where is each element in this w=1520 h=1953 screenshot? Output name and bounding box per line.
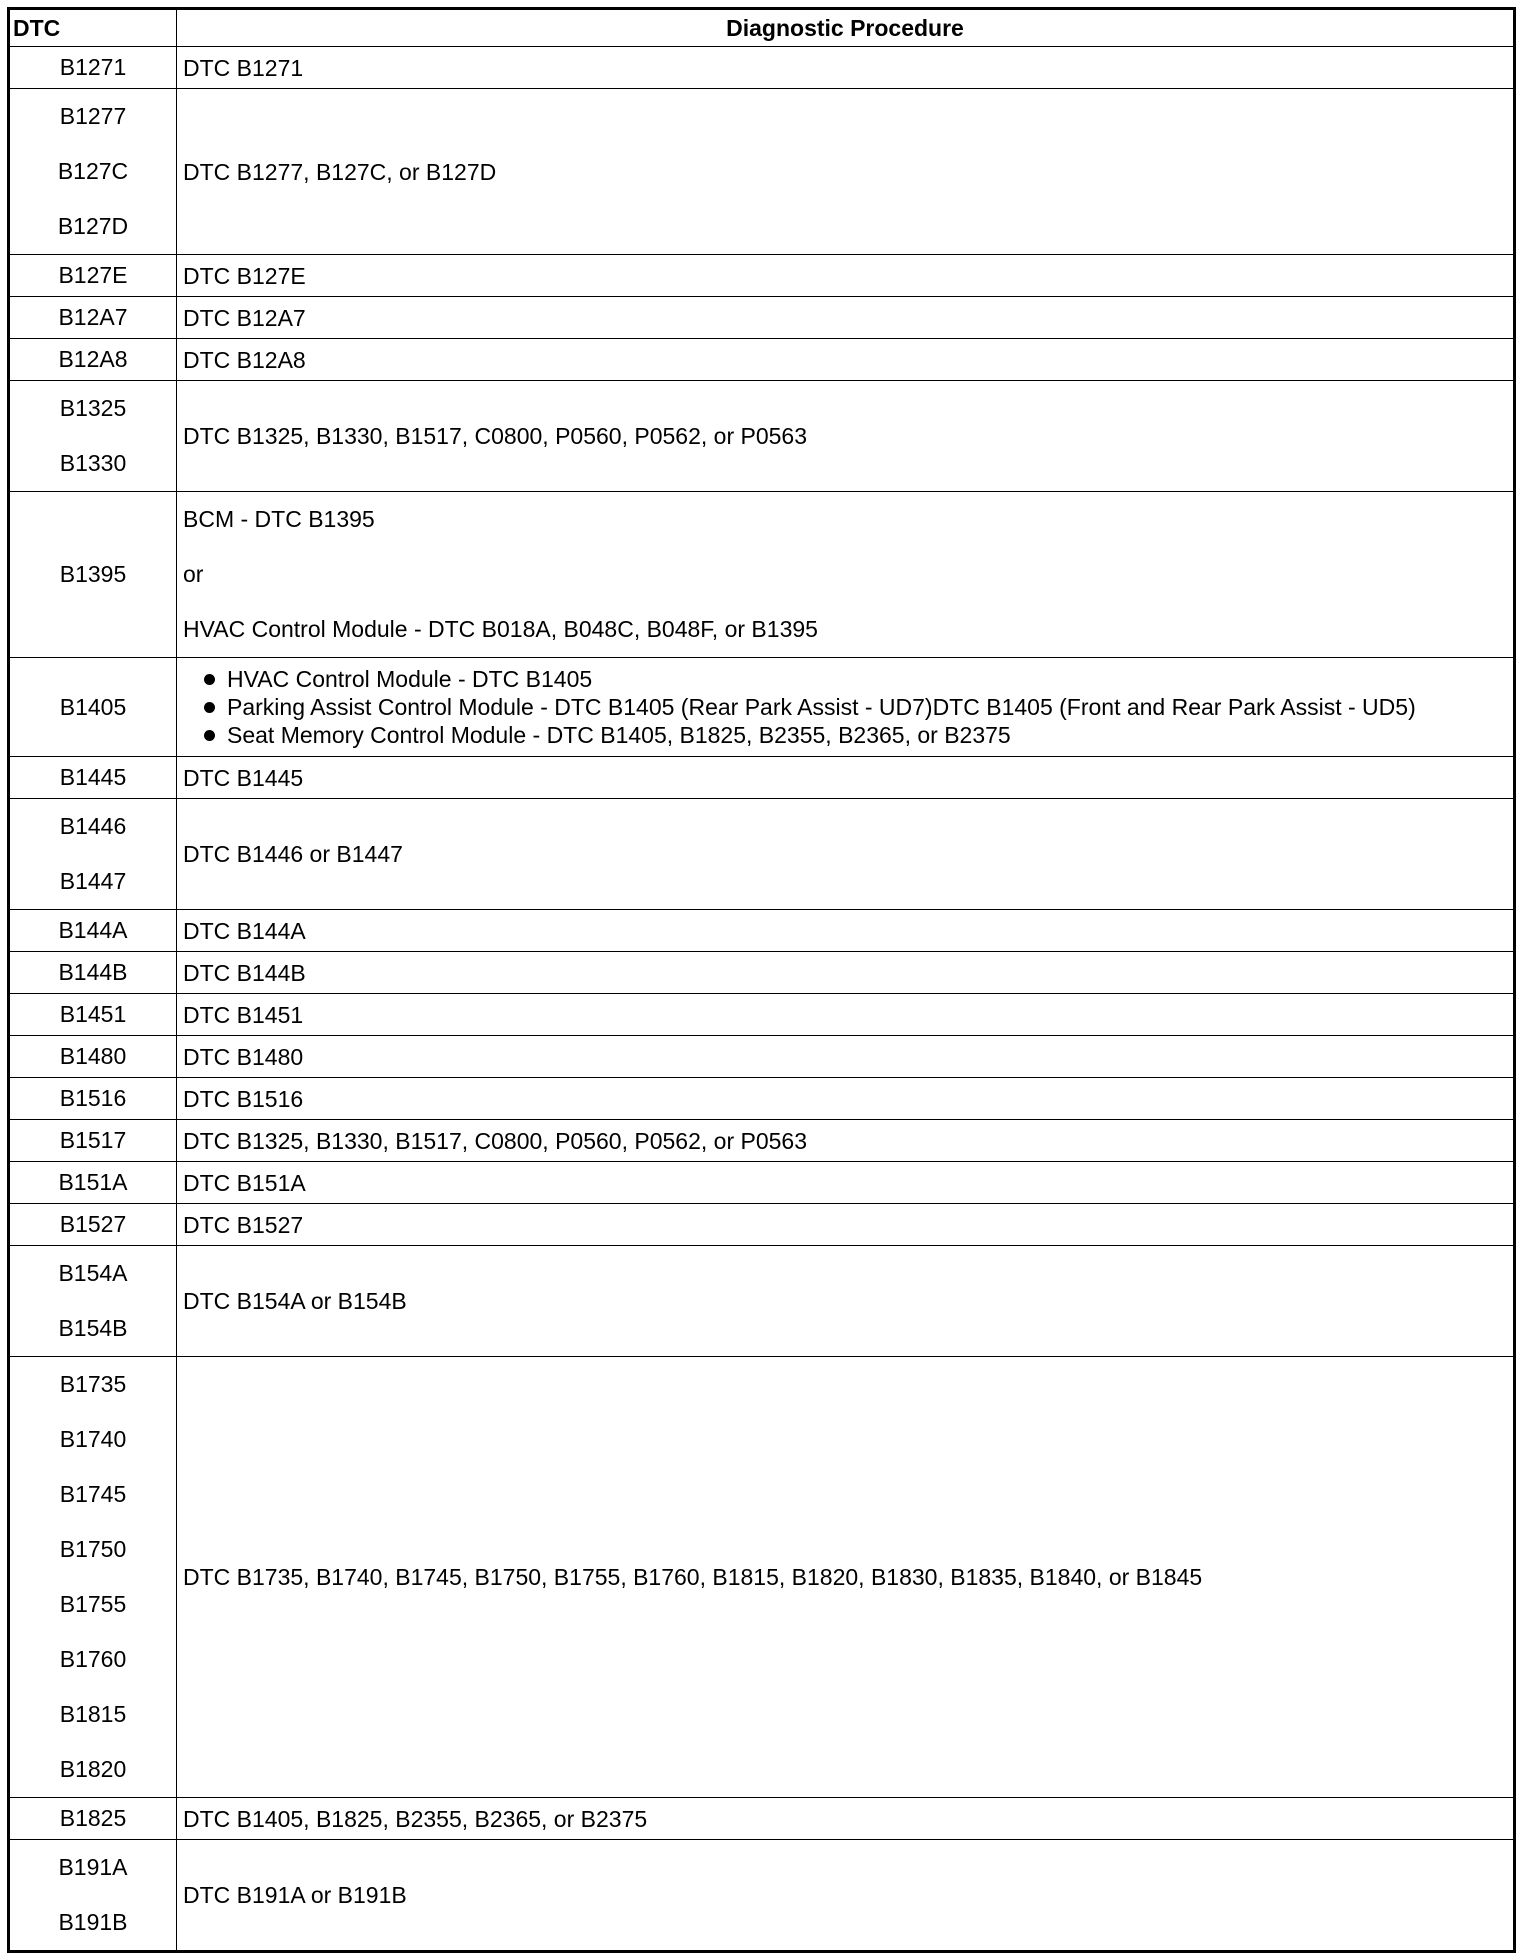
dtc-code-cell	[9, 1036, 177, 1078]
procedure-text: DTC B1325, B1330, B1517, C0800, P0560, P0562, or P0563	[183, 423, 807, 449]
diagnostic-procedure-cell	[177, 1357, 1515, 1798]
diagnostic-procedure-cell	[177, 89, 1515, 255]
procedure-text: DTC B1325, B1330, B1517, C0800, P0560, P0562, or P0563	[183, 1127, 807, 1154]
dtc-code-cell	[9, 255, 177, 297]
dtc-code: B1446	[59, 813, 127, 839]
dtc-code: B1825	[59, 1805, 127, 1831]
dtc-code-cell	[9, 799, 177, 910]
diagnostic-procedure-cell	[177, 1246, 1515, 1357]
dtc-code-cell	[9, 1357, 177, 1798]
dtc-code: B1405	[59, 693, 127, 720]
procedure-text: DTC B144B	[183, 959, 306, 986]
dtc-code: B144B	[58, 959, 128, 985]
dtc-code-cell	[9, 757, 177, 799]
dtc-code: B1815	[59, 1701, 127, 1727]
dtc-code: B1447	[59, 868, 127, 894]
dtc-code: B1330	[59, 450, 127, 476]
dtc-code-cell	[9, 1120, 177, 1162]
table-row	[9, 799, 1515, 910]
diagnostic-procedure-cell	[177, 952, 1515, 994]
dtc-code: B1527	[59, 1211, 127, 1237]
procedure-text: DTC B154A or B154B	[183, 1288, 407, 1314]
dtc-code: B191A	[58, 1854, 128, 1880]
procedure-text: DTC B12A7	[183, 304, 306, 331]
dtc-code-cell	[9, 1246, 177, 1357]
dtc-code: B1760	[59, 1646, 127, 1672]
dtc-code-cell	[9, 1162, 177, 1204]
diagnostic-procedure-cell	[177, 1120, 1515, 1162]
dtc-code: B1480	[59, 1043, 127, 1069]
dtc-code-cell	[9, 339, 177, 381]
procedure-bullet-text: Seat Memory Control Module - DTC B1405, B1825, B2355, B2365, or B2375	[227, 722, 1011, 748]
table-body	[9, 47, 1515, 1952]
procedure-line: or	[183, 561, 204, 587]
procedure-line: BCM - DTC B1395	[183, 506, 375, 532]
table-row	[9, 1036, 1515, 1078]
table-row	[9, 89, 1515, 255]
dtc-code-cell	[9, 492, 177, 658]
table-row	[9, 952, 1515, 994]
dtc-code: B1271	[59, 54, 127, 80]
dtc-code: B1755	[59, 1591, 127, 1617]
procedure-text: DTC B1277, B127C, or B127D	[183, 158, 497, 185]
dtc-table-container	[7, 7, 1513, 1953]
procedure-text: DTC B12A8	[183, 346, 306, 373]
procedure-text: DTC B1405, B1825, B2355, B2365, or B2375	[183, 1805, 648, 1832]
table-row	[9, 339, 1515, 381]
dtc-code: B1735	[59, 1371, 127, 1397]
diagnostic-procedure-cell	[177, 1798, 1515, 1840]
procedure-text: DTC B1271	[183, 54, 304, 81]
dtc-code: B1745	[59, 1481, 127, 1507]
dtc-code: B144A	[58, 917, 128, 943]
bullet-icon	[204, 674, 215, 685]
procedure-text: DTC B1480	[183, 1043, 304, 1070]
dtc-code: B1451	[59, 1001, 127, 1027]
dtc-code: B12A8	[58, 346, 128, 372]
procedure-bullet-list	[183, 658, 1507, 756]
dtc-code: B1325	[59, 395, 127, 421]
dtc-code: B151A	[58, 1169, 128, 1195]
procedure-bullet-item	[183, 722, 1507, 748]
dtc-code-cell	[9, 297, 177, 339]
procedure-text: DTC B1735, B1740, B1745, B1750, B1755, B1760, B1815, B1820, B1830, B1835, B1840, or B1845	[183, 1564, 1203, 1590]
procedure-text: DTC B1445	[183, 764, 304, 791]
dtc-code: B127C	[57, 158, 129, 184]
table-row	[9, 492, 1515, 658]
table-row	[9, 47, 1515, 89]
dtc-code: B127D	[57, 213, 129, 239]
table-row	[9, 1120, 1515, 1162]
dtc-code-cell	[9, 381, 177, 492]
table-row	[9, 1357, 1515, 1798]
procedure-text: DTC B144A	[183, 917, 306, 944]
dtc-code: B1750	[59, 1536, 127, 1562]
diagnostic-procedure-cell	[177, 910, 1515, 952]
diagnostic-procedure-cell	[177, 1840, 1515, 1952]
dtc-table	[7, 7, 1516, 1953]
dtc-code-cell	[9, 952, 177, 994]
diagnostic-procedure-cell	[177, 994, 1515, 1036]
dtc-code-cell	[9, 47, 177, 89]
table-row	[9, 1162, 1515, 1204]
dtc-code: B191B	[58, 1909, 128, 1935]
diagnostic-procedure-cell	[177, 47, 1515, 89]
dtc-code-cell	[9, 658, 177, 757]
table-row	[9, 757, 1515, 799]
procedure-text: DTC B1451	[183, 1001, 304, 1028]
dtc-code-cell	[9, 1078, 177, 1120]
dtc-code-cell	[9, 1840, 177, 1952]
diagnostic-procedure-cell	[177, 339, 1515, 381]
table-row	[9, 658, 1515, 757]
dtc-code: B1740	[59, 1426, 127, 1452]
diagnostic-procedure-cell	[177, 381, 1515, 492]
table-row	[9, 1246, 1515, 1357]
procedure-text: DTC B127E	[183, 262, 306, 289]
dtc-code: B1516	[59, 1085, 127, 1111]
diagnostic-procedure-cell	[177, 1078, 1515, 1120]
table-row	[9, 1798, 1515, 1840]
dtc-code-cell	[9, 994, 177, 1036]
dtc-code: B1517	[59, 1127, 127, 1153]
diagnostic-procedure-cell	[177, 658, 1515, 757]
dtc-code-cell	[9, 910, 177, 952]
diagnostic-procedure-cell	[177, 1036, 1515, 1078]
diagnostic-procedure-cell	[177, 757, 1515, 799]
diagnostic-procedure-cell	[177, 1204, 1515, 1246]
table-row	[9, 1204, 1515, 1246]
procedure-text: DTC B151A	[183, 1169, 306, 1196]
diagnostic-procedure-cell	[177, 255, 1515, 297]
dtc-code-cell	[9, 89, 177, 255]
table-row	[9, 994, 1515, 1036]
dtc-code: B1395	[59, 561, 127, 587]
table-row	[9, 255, 1515, 297]
procedure-bullet-item	[183, 666, 1507, 692]
dtc-code: B1277	[59, 103, 127, 129]
procedure-text: DTC B1527	[183, 1211, 304, 1238]
dtc-code: B127E	[58, 262, 128, 288]
dtc-code: B154A	[58, 1260, 128, 1286]
table-row	[9, 1840, 1515, 1952]
table-row	[9, 297, 1515, 339]
procedure-text: DTC B1516	[183, 1085, 304, 1112]
procedure-bullet-text: Parking Assist Control Module - DTC B1405 (Rear Park Assist - UD7)DTC B1405 (Front and Rear Park Assist - UD5)	[227, 694, 1416, 720]
diagnostic-procedure-cell	[177, 1162, 1515, 1204]
table-header-row	[9, 9, 1515, 47]
procedure-bullet-text: HVAC Control Module - DTC B1405	[227, 666, 593, 692]
dtc-code-cell	[9, 1798, 177, 1840]
table-row	[9, 1078, 1515, 1120]
dtc-code: B154B	[58, 1315, 128, 1341]
diagnostic-procedure-cell	[177, 799, 1515, 910]
dtc-code-cell	[9, 1204, 177, 1246]
dtc-code: B12A7	[58, 304, 128, 330]
diagnostic-procedure-cell	[177, 297, 1515, 339]
dtc-code: B1445	[59, 764, 127, 790]
bullet-icon	[204, 730, 215, 741]
diagnostic-procedure-cell	[177, 492, 1515, 658]
table-row	[9, 910, 1515, 952]
bullet-icon	[204, 702, 215, 713]
procedure-text: DTC B1446 or B1447	[183, 841, 403, 867]
header-diagnostic-procedure: Diagnostic Procedure	[177, 9, 1515, 47]
dtc-code: B1820	[59, 1756, 127, 1782]
table-row	[9, 381, 1515, 492]
procedure-line: HVAC Control Module - DTC B018A, B048C, B048F, or B1395	[183, 616, 818, 642]
procedure-text: DTC B191A or B191B	[183, 1882, 407, 1908]
header-dtc: DTC	[9, 9, 177, 47]
procedure-bullet-item	[183, 694, 1507, 720]
